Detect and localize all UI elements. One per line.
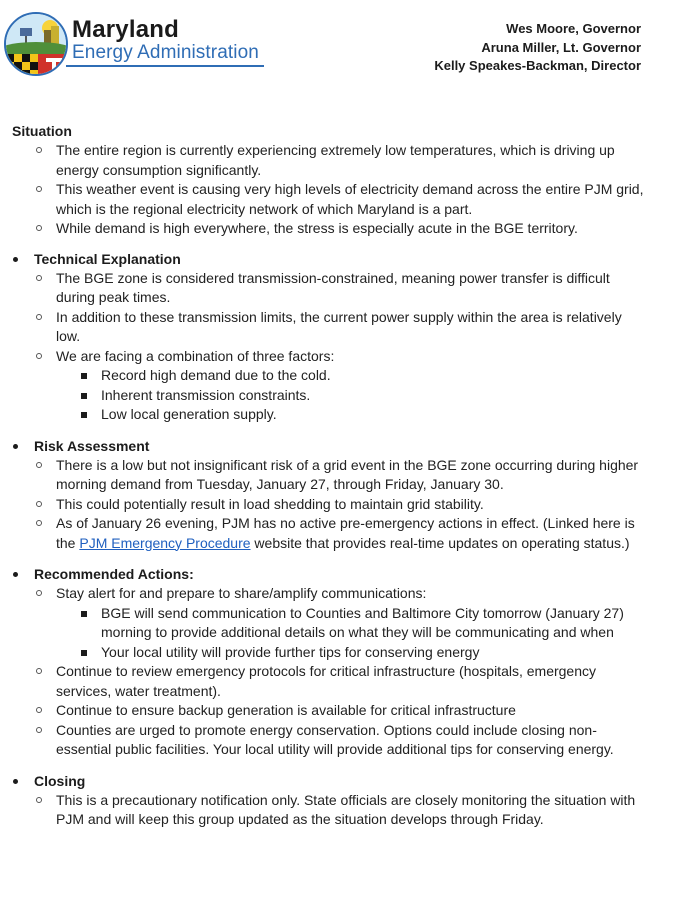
bullet-icon [13, 779, 18, 784]
section-heading: Closing [0, 772, 679, 791]
section-heading: Situation [12, 123, 72, 139]
section-heading: Recommended Actions: [0, 565, 679, 584]
bullet-icon [13, 257, 18, 262]
square-bullet-icon [81, 412, 87, 418]
square-bullet-icon [81, 393, 87, 399]
section-technical-explanation [0, 250, 679, 425]
maryland-energy-seal-icon [4, 12, 68, 76]
sub-list-item: Inherent transmission constraints. [0, 386, 679, 406]
maryland-energy-logo [2, 12, 262, 82]
square-bullet-icon [81, 373, 87, 379]
logo-underline [66, 65, 264, 67]
sub-list-item: Your local utility will provide further tips for conserving energy [0, 643, 679, 663]
section-heading: Risk Assessment [0, 437, 679, 456]
sub-list-item: Low local generation supply. [0, 405, 679, 425]
list-item: Counties are urged to promote energy conservation. Options could include closing non-essential public facilities. Your local utility will provide additional tips for conserving energy. [0, 721, 679, 760]
document-body [0, 122, 679, 830]
square-bullet-icon [81, 611, 87, 617]
letterhead [0, 0, 679, 90]
list-item: In addition to these transmission limits, the current power supply within the area is relatively low. [0, 308, 679, 347]
hollow-bullet-icon [36, 353, 42, 359]
bullet-icon [13, 572, 18, 577]
bullet-icon [13, 444, 18, 449]
list-item: We are facing a combination of three factors: [0, 347, 679, 367]
list-item: Continue to ensure backup generation is available for critical infrastructure [0, 701, 679, 721]
section-situation [0, 122, 679, 239]
official-governor: Wes Moore, Governor [506, 21, 641, 36]
list-item: The entire region is currently experiencing extremely low temperatures, which is driving up energy consumption significantly. [0, 141, 679, 180]
official-lt-governor: Aruna Miller, Lt. Governor [481, 39, 641, 55]
logo-subtitle: Energy Administration [72, 42, 259, 63]
hollow-bullet-icon [36, 707, 42, 713]
square-bullet-icon [81, 650, 87, 656]
hollow-bullet-icon [36, 147, 42, 153]
logo-title: Maryland [72, 16, 179, 43]
list-item: This is a precautionary notification only. State officials are closely monitoring the situation with PJM and will keep this group updated as the situation develops through Friday. [0, 791, 679, 830]
hollow-bullet-icon [36, 668, 42, 674]
section-closing [0, 772, 679, 830]
hollow-bullet-icon [36, 501, 42, 507]
hollow-bullet-icon [36, 275, 42, 281]
hollow-bullet-icon [36, 797, 42, 803]
hollow-bullet-icon [36, 186, 42, 192]
hollow-bullet-icon [36, 314, 42, 320]
list-item: There is a low but not insignificant risk of a grid event in the BGE zone occurring during higher morning demand from Tuesday, January 27, through Friday, January 30. [0, 456, 679, 495]
list-item: As of January 26 evening, PJM has no active pre-emergency actions in effect. (Linked here is the PJM Emergency Procedure website that provides real-time updates on operating status.) [0, 514, 679, 553]
pjm-emergency-procedure-link[interactable]: PJM Emergency Procedure [79, 534, 251, 551]
officials-list [434, 20, 641, 76]
hollow-bullet-icon [36, 462, 42, 468]
official-director: Kelly Speakes-Backman, Director [434, 58, 641, 73]
section-recommended-actions [0, 565, 679, 760]
list-item: This could potentially result in load shedding to maintain grid stability. [0, 495, 679, 515]
section-heading: Technical Explanation [0, 250, 679, 269]
list-item: While demand is high everywhere, the stress is especially acute in the BGE territory. [0, 219, 679, 239]
hollow-bullet-icon [36, 590, 42, 596]
list-item: The BGE zone is considered transmission-constrained, meaning power transfer is difficult during peak times. [0, 269, 679, 308]
hollow-bullet-icon [36, 225, 42, 231]
sub-list-item: Record high demand due to the cold. [0, 366, 679, 386]
hollow-bullet-icon [36, 520, 42, 526]
list-item: This weather event is causing very high levels of electricity demand across the entire PJM grid, which is the regional electricity network of which Maryland is a part. [0, 180, 679, 219]
list-item: Continue to review emergency protocols for critical infrastructure (hospitals, emergency services, water treatment). [0, 662, 679, 701]
list-item: Stay alert for and prepare to share/amplify communications: [0, 584, 679, 604]
section-risk-assessment [0, 437, 679, 554]
sub-list-item: BGE will send communication to Counties and Baltimore City tomorrow (January 27) morning to provide additional details on what they will be communicating and when [0, 604, 679, 643]
hollow-bullet-icon [36, 727, 42, 733]
